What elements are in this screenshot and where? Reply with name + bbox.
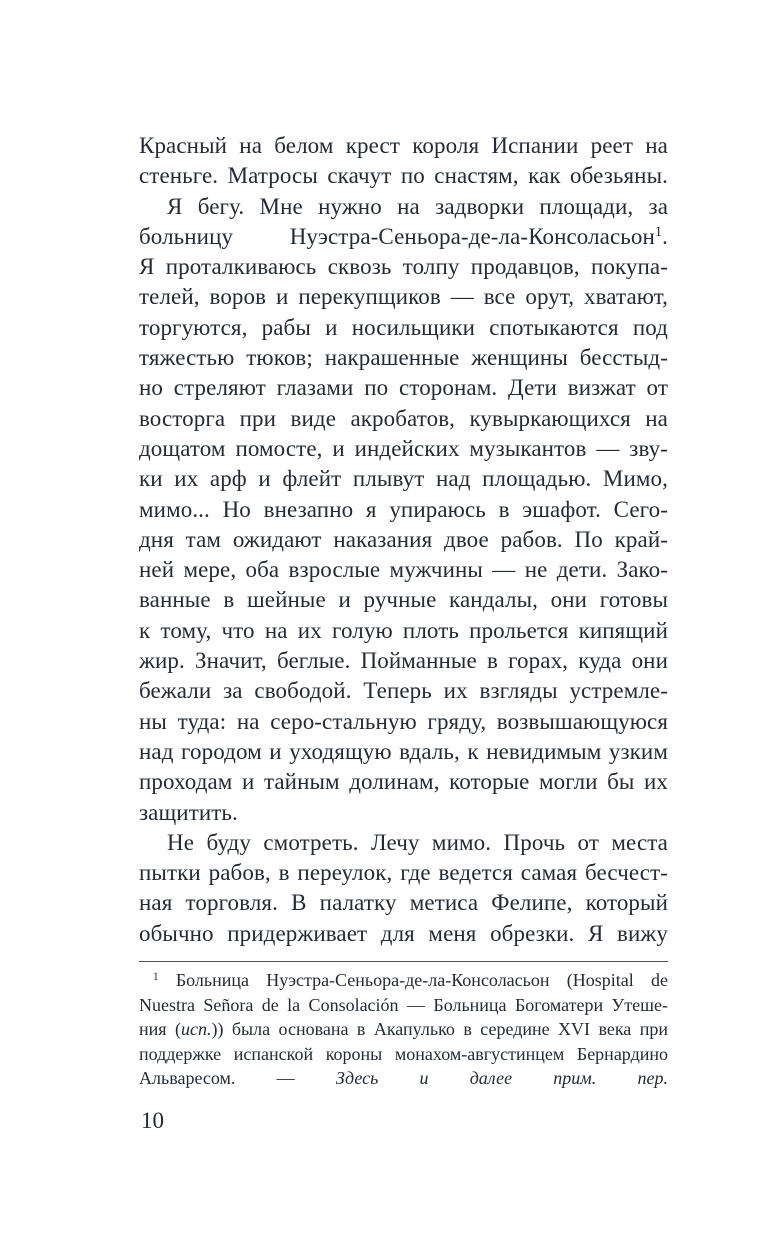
text-line: мимо... Но внезапно я упираюсь в эшафот. Сего- (139, 496, 668, 522)
text-line: пытки рабов, в переулок, где ведется самая бесчест- (139, 860, 668, 886)
text-line: телей, воров и перекупщиков — все орут, хватают, (139, 284, 668, 310)
text-line: дня там ожидают наказания двое рабов. По край- (139, 526, 668, 552)
footnote-block (139, 968, 668, 1091)
text-line: Красный на белом крест короля Испании реет на (139, 133, 668, 158)
text-line: поддержке испанской короны монахом-августинцем Бернардино (139, 1043, 668, 1064)
text-line: Nuestra Señora de la Consolación — Больница Богоматери Утеше- (139, 994, 668, 1015)
text-line: $^1$ Больница Нуэстра-Сеньора-де-ла-Консоласьон (Hospital de (153, 970, 668, 990)
text-line: над городом и уходящую вдаль, к невидимым узким (139, 738, 668, 764)
text-line: дощатом помосте, и индейских музыкантов — зву- (139, 435, 668, 461)
text-line: ней мере, оба взрослые мужчины — не дети. Зако- (139, 557, 668, 583)
text-line: Я бегу. Мне нужно на задворки площади, за (167, 193, 668, 219)
text-line: ны туда: на серо-стальную гряду, возвышающуюся (139, 708, 668, 734)
footnote-separator-rule (139, 961, 668, 962)
text-line: бежали за свободой. Теперь их взгляды устремле- (139, 678, 668, 704)
text-line: защитить. (139, 799, 238, 825)
text-line: стеньге. Матросы скачут по снастям, как обезьяны. (139, 163, 668, 189)
text-line: жир. Значит, беглые. Пойманные в горах, куда они (139, 648, 668, 674)
body-text-block (139, 131, 668, 949)
text-line: проходам и тайным долинам, которые могли бы их (139, 769, 668, 795)
text-line: но стреляют глазами по сторонам. Дети визжат от (139, 375, 668, 401)
text-line: торгуются, рабы и носильщики спотыкаются под (139, 314, 668, 340)
text-line: ния (исп.)) была основана в Акапулько в середине XVI века при (139, 1019, 668, 1040)
text-line: больницу Нуэстра-Сеньора-де-ла-Консоласьон$^1$. (139, 223, 668, 249)
text-line: Я проталкиваюсь сквозь толпу продавцов, покупа- (139, 254, 668, 280)
text-line: восторга при виде акробатов, кувыркающихся на (139, 405, 668, 431)
page-number: 10 (141, 1108, 164, 1133)
text-line: ная торговля. В палатку метиса Фелипе, который (139, 890, 668, 916)
text-line: к тому, что на их голую плоть прольется кипящий (139, 617, 668, 643)
text-line: тяжестью тюков; накрашенные женщины бесстыд- (139, 345, 668, 371)
text-line: Альваресом. — Здесь и далее прим. пер. (139, 1068, 668, 1089)
text-line: ки их арф и флейт плывут над площадью. Мимо, (139, 466, 668, 492)
text-line: обычно придерживает для меня обрезки. Я вижу (139, 920, 668, 946)
text-line: ванные в шейные и ручные кандалы, они готовы (139, 587, 668, 613)
text-line: Не буду смотреть. Лечу мимо. Прочь от места (167, 829, 668, 855)
